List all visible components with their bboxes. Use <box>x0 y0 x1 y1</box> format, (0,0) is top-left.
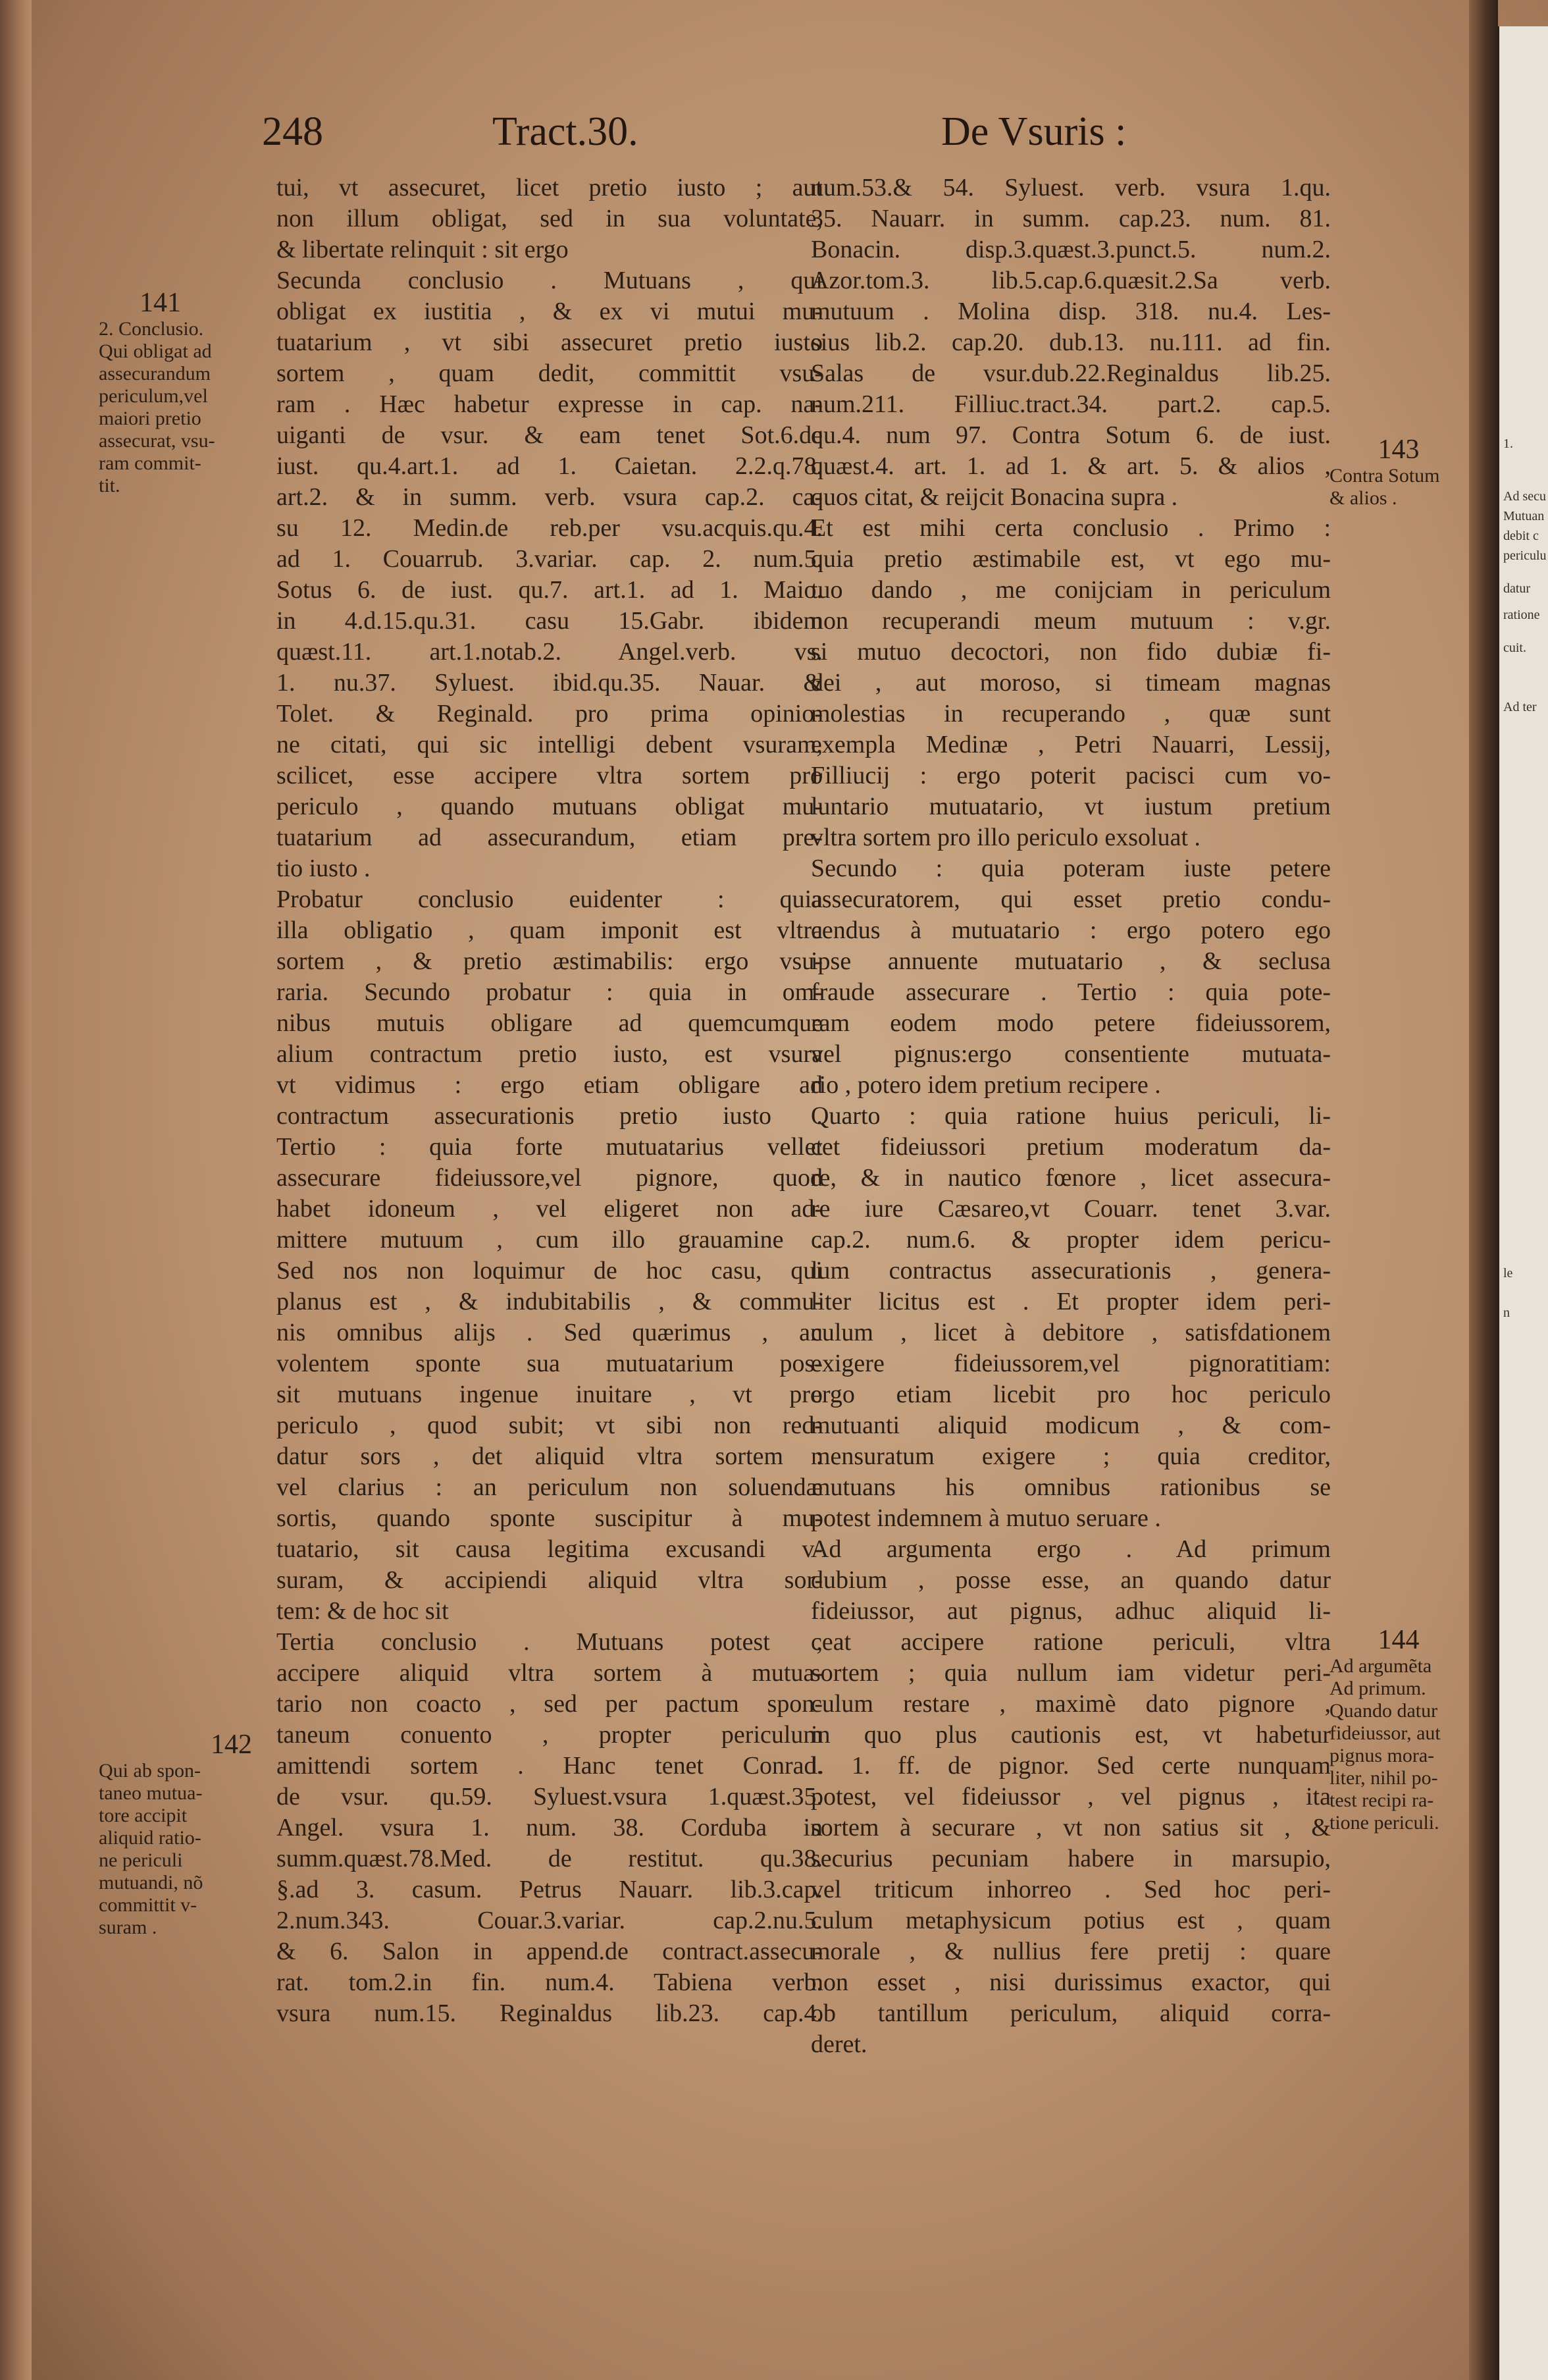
margin-note-141 <box>99 288 270 497</box>
margin-note-143 <box>1329 435 1468 510</box>
text-line: & libertate relinquit : sit ergo <box>276 236 569 263</box>
text-line: non recuperandi meum mutuum : v.gr. <box>811 607 1331 635</box>
text-line: sortis, quando sponte suscipitur à mu- <box>276 1504 823 1532</box>
text-line: rio , potero idem pretium recipere . <box>811 1071 1161 1099</box>
text-line: Bonacin. disp.3.quæst.3.punct.5. num.2. <box>811 236 1331 263</box>
text-line: su 12. Medin.de reb.per vsu.acquis.qu.4. <box>276 514 823 542</box>
text-line: nibus mutuis obligare ad quemcumque <box>276 1009 823 1037</box>
text-line: vsura num.15. Reginaldus lib.23. cap.4. <box>276 1999 823 2027</box>
text-line: securius pecuniam habere in marsupio, <box>811 1845 1331 1872</box>
text-line: dubium , posse esse, an quando datur <box>811 1566 1331 1594</box>
facing-page-fragment: n <box>1503 1306 1510 1320</box>
text-line: deret. <box>811 2030 867 2058</box>
text-line: volentem sponte sua mutuatarium pos- <box>276 1350 823 1377</box>
text-line: datur sors , det aliquid vltra sortem : <box>276 1442 823 1470</box>
text-line: Tertio : quia forte mutuatarius vellet <box>276 1133 823 1161</box>
margin-note-number: 141 <box>140 288 181 318</box>
margin-note-142 <box>99 1730 270 1939</box>
page-edge-left <box>0 0 32 2380</box>
text-line: 1. nu.37. Syluest. ibid.qu.35. Nauar. & <box>276 669 823 697</box>
text-line: mutuum . Molina disp. 318. nu.4. Les- <box>811 298 1331 325</box>
text-line: cet fideiussori pretium moderatum da- <box>811 1133 1331 1161</box>
facing-page-fragment: cuit. <box>1503 641 1526 655</box>
text-line: qu.4. num 97. Contra Sotum 6. de iust. <box>811 421 1331 449</box>
text-line: dei , aut moroso, si timeam magnas <box>811 669 1331 697</box>
margin-note-number: 143 <box>1378 435 1420 465</box>
text-line: in 4.d.15.qu.31. casu 15.Gabr. ibidem <box>276 607 823 635</box>
margin-note-number: 144 <box>1378 1625 1420 1655</box>
text-line: quia pretio æstimabile est, vt ego mu- <box>811 545 1331 573</box>
text-line: quos citat, & reijcit Bonacina supra . <box>811 483 1178 511</box>
text-line: Angel. vsura 1. num. 38. Corduba in <box>276 1814 823 1841</box>
text-line: quæst.4. art. 1. ad 1. & art. 5. & alios , <box>811 452 1331 480</box>
text-line: tui, vt assecuret, licet pretio iusto ; aut <box>276 174 823 201</box>
text-line: sius lib.2. cap.20. dub.13. nu.111. ad fin. <box>811 329 1331 356</box>
margin-note-line: ram commit- <box>99 452 201 474</box>
text-line: & 6. Salon in append.de contract.assecu- <box>276 1938 823 1965</box>
text-line: ob tantillum periculum, aliquid corra- <box>811 1999 1331 2027</box>
facing-page-edge <box>1498 26 1548 2380</box>
text-line: re iure Cæsareo,vt Couarr. tenet 3.var. <box>811 1195 1331 1223</box>
text-line: vt vidimus : ergo etiam obligare ad <box>276 1071 823 1099</box>
text-line: de vsur. qu.59. Syluest.vsura 1.quæst.35. <box>276 1783 823 1811</box>
margin-note-line: 2. Conclusio. <box>99 318 204 340</box>
margin-note-line: Contra Sotum <box>1329 465 1440 487</box>
text-line: sortem à securare , vt non satius sit , & <box>811 1814 1331 1841</box>
text-line: tem: & de hoc sit <box>276 1597 449 1625</box>
text-line: taneum conuento , propter periculum <box>276 1721 823 1749</box>
text-line: molestias in recuperando , quæ sunt <box>811 700 1331 727</box>
margin-note-line: committit v- <box>99 1894 197 1916</box>
text-column-right <box>811 172 1331 2060</box>
text-line: Sotus 6. de iust. qu.7. art.1. ad 1. Maio. <box>276 576 823 604</box>
text-line: vel triticum inhorreo . Sed hoc peri- <box>811 1876 1331 1903</box>
text-line: luntario mutuatario, vt iustum pretium <box>811 793 1331 820</box>
text-line: vel pignus:ergo consentiente mutuata- <box>811 1040 1331 1068</box>
text-line: Et est mihi certa conclusio . Primo : <box>811 514 1331 542</box>
text-line: ne citati, qui sic intelligi debent vsuram, <box>276 731 823 758</box>
text-line: non esset , nisi durissimus exactor, qui <box>811 1969 1331 1996</box>
text-line: sortem , quam dedit, committit vsu- <box>276 359 823 387</box>
text-column-left <box>276 172 823 2029</box>
text-line: morale , & nullius fere pretij : quare <box>811 1938 1331 1965</box>
text-line: tuatarium , vt sibi assecuret pretio iusto <box>276 329 823 356</box>
margin-note-line: assecurat, vsu- <box>99 430 215 452</box>
text-line: cap.2. num.6. & propter idem pericu- <box>811 1226 1331 1254</box>
text-line: illa obligatio , quam imponit est vltra <box>276 916 823 944</box>
text-line: ipse annuente mutuatario , & seclusa <box>811 947 1331 975</box>
text-line: ram eodem modo petere fideiussorem, <box>811 1009 1331 1037</box>
margin-note-144 <box>1329 1625 1468 1834</box>
text-line: mittere mutuum , cum illo grauamine . <box>276 1226 823 1254</box>
margin-note-line: tione periculi. <box>1329 1812 1439 1834</box>
margin-note-line: tit. <box>99 475 120 496</box>
text-line: sit mutuans ingenue inuitare , vt pro <box>276 1381 823 1408</box>
text-line: ceat accipere ratione periculi, vltra <box>811 1628 1331 1656</box>
text-line: in quo plus cautionis est, vt habetur <box>811 1721 1331 1749</box>
margin-note-line: Ad argumẽta <box>1329 1655 1432 1677</box>
facing-page-fragment: Mutuan <box>1503 509 1545 523</box>
text-line: mensuratum exigere ; quia creditor, <box>811 1442 1331 1470</box>
text-line: culum , licet à debitore , satisfdationem <box>811 1319 1331 1346</box>
margin-note-line: tore accipit <box>99 1805 188 1826</box>
text-line: l. 1. ff. de pignor. Sed certe nunquam <box>811 1752 1331 1780</box>
text-line: suram, & accipiendi aliquid vltra sor- <box>276 1566 823 1594</box>
text-line: amittendi sortem . Hanc tenet Conrad. <box>276 1752 823 1780</box>
facing-page-fragment: le <box>1503 1266 1513 1281</box>
text-line: exempla Medinæ , Petri Nauarri, Lessij, <box>811 731 1331 758</box>
margin-note-line: mutuandi, nõ <box>99 1872 203 1893</box>
text-line: tuatarium ad assecurandum, etiam pre- <box>276 824 823 851</box>
text-line: rat. tom.2.in fin. num.4. Tabiena verb. <box>276 1969 823 1996</box>
text-line: liter licitus est . Et propter idem peri- <box>811 1288 1331 1315</box>
text-line: periculo , quando mutuans obligat mu- <box>276 793 823 820</box>
margin-note-line: pignus mora- <box>1329 1745 1435 1766</box>
text-line: Filliucij : ergo poterit pacisci cum vo- <box>811 762 1331 789</box>
text-line: Ad argumenta ergo . Ad primum <box>811 1535 1331 1563</box>
text-line: vltra sortem pro illo periculo exsoluat . <box>811 824 1201 851</box>
text-line: iust. qu.4.art.1. ad 1. Caietan. 2.2.q.78. <box>276 452 823 480</box>
text-line: assecurare fideiussore,vel pignore, quod <box>276 1164 823 1192</box>
facing-page-fragment: 1. <box>1503 436 1513 451</box>
margin-note-line: taneo mutua- <box>99 1782 203 1804</box>
margin-note-line: test recipi ra- <box>1329 1789 1434 1811</box>
text-line: mutuans his omnibus rationibus se <box>811 1473 1331 1501</box>
facing-page-fragment: debit c <box>1503 529 1539 543</box>
margin-note-line: Quando datur <box>1329 1700 1438 1722</box>
text-line: obligat ex iustitia , & ex vi mutui mu- <box>276 298 823 325</box>
margin-note-line: periculum,vel <box>99 385 208 407</box>
text-line: culum restare , maximè dato pignore , <box>811 1690 1331 1718</box>
book-gutter <box>1469 0 1498 2380</box>
text-line: ram . Hæc habetur expresse in cap. na- <box>276 390 823 418</box>
facing-page-fragment: periculu <box>1503 548 1547 563</box>
text-line: ad 1. Couarrub. 3.variar. cap. 2. num.5. <box>276 545 823 573</box>
text-line: 35. Nauarr. in summ. cap.23. num. 81. <box>811 205 1331 232</box>
facing-page-fragment: Ad secu <box>1503 489 1546 504</box>
text-line: lum contractus assecurationis , genera- <box>811 1257 1331 1284</box>
text-line: periculo , quod subit; vt sibi non red- <box>276 1412 823 1439</box>
text-line: quæst.11. art.1.notab.2. Angel.verb. vs. <box>276 638 823 666</box>
text-line: Secundo : quia poteram iuste petere <box>811 855 1331 882</box>
text-line: exigere fideiussorem,vel pignoratitiam: <box>811 1350 1331 1377</box>
text-line: alium contractum pretio iusto, est vsura <box>276 1040 823 1068</box>
text-line: Azor.tom.3. lib.5.cap.6.quæsit.2.Sa verb. <box>811 267 1331 294</box>
margin-note-line: & alios . <box>1329 487 1397 509</box>
text-line: num.211. Filliuc.tract.34. part.2. cap.5. <box>811 390 1331 418</box>
text-line: Tertia conclusio . Mutuans potest , <box>276 1628 823 1656</box>
facing-page-fragment: Ad ter <box>1503 700 1537 714</box>
facing-page-fragment: ratione <box>1503 608 1540 622</box>
text-line: scilicet, esse accipere vltra sortem pro <box>276 762 823 789</box>
text-line: tuo dando , me conijciam in periculum <box>811 576 1331 604</box>
text-line: nis omnibus alijs . Sed quærimus , an <box>276 1319 823 1346</box>
margin-note-line: ne periculi <box>99 1849 183 1871</box>
text-line: vel clarius : an periculum non soluendæ <box>276 1473 823 1501</box>
text-line: Secunda conclusio . Mutuans , qui <box>276 267 823 294</box>
margin-note-number: 142 <box>211 1730 252 1760</box>
text-line: potest indemnem à mutuo seruare . <box>811 1504 1161 1532</box>
margin-note-line: suram . <box>99 1917 157 1938</box>
margin-note-line: aliquid ratio- <box>99 1827 201 1849</box>
text-line: non illum obligat, sed in sua voluntate, <box>276 205 823 232</box>
text-line: re, & in nautico fœnore , licet assecura- <box>811 1164 1331 1192</box>
text-line: sortem ; quia nullum iam videtur peri- <box>811 1659 1331 1687</box>
text-line: 2.num.343. Couar.3.variar. cap.2.nu.5. <box>276 1907 823 1934</box>
text-line: art.2. & in summ. verb. vsura cap.2. ca- <box>276 483 823 511</box>
running-head-title: De Vsuris : <box>941 109 1127 154</box>
text-line: habet idoneum , vel eligeret non ad- <box>276 1195 823 1223</box>
text-line: summ.quæst.78.Med. de restitut. qu.38. <box>276 1845 823 1872</box>
text-line: Salas de vsur.dub.22.Reginaldus lib.25. <box>811 359 1331 387</box>
margin-note-line: Ad primum. <box>1329 1678 1426 1699</box>
margin-note-line: Qui ab spon- <box>99 1760 201 1782</box>
text-line: ergo etiam licebit pro hoc periculo <box>811 1381 1331 1408</box>
margin-note-line: Qui obligat ad <box>99 340 212 362</box>
text-line: tio iusto . <box>276 855 371 882</box>
facing-page-fragment: datur <box>1503 581 1531 596</box>
text-line: mutuanti aliquid modicum , & com- <box>811 1412 1331 1439</box>
text-line: fraude assecurare . Tertio : quia pote- <box>811 978 1331 1006</box>
running-head-tract: Tract.30. <box>492 109 638 154</box>
text-line: Quarto : quia ratione huius periculi, li- <box>811 1102 1331 1130</box>
margin-note-line: liter, nihil po- <box>1329 1767 1438 1789</box>
text-line: si mutuo decoctori, non fido dubiæ fi- <box>811 638 1331 666</box>
text-line: potest, vel fideiussor , vel pignus , ita <box>811 1783 1331 1811</box>
text-line: contractum assecurationis pretio iusto . <box>276 1102 823 1130</box>
page-number: 248 <box>262 109 323 154</box>
text-line: fideiussor, aut pignus, adhuc aliquid li- <box>811 1597 1331 1625</box>
text-line: accipere aliquid vltra sortem à mutua- <box>276 1659 823 1687</box>
text-line: num.53.& 54. Syluest. verb. vsura 1.qu. <box>811 174 1331 201</box>
text-line: sortem , & pretio æstimabilis: ergo vsu- <box>276 947 823 975</box>
text-line: cendus à mutuatario : ergo potero ego <box>811 916 1331 944</box>
text-line: tario non coacto , sed per pactum spon- <box>276 1690 823 1718</box>
text-line: culum metaphysicum potius est , quam <box>811 1907 1331 1934</box>
margin-note-line: fideiussor, aut <box>1329 1722 1441 1744</box>
text-line: uiganti de vsur. & eam tenet Sot.6.de <box>276 421 823 449</box>
text-line: raria. Secundo probatur : quia in om- <box>276 978 823 1006</box>
text-line: tuatario, sit causa legitima excusandi v- <box>276 1535 823 1563</box>
text-line: Sed nos non loquimur de hoc casu, qui <box>276 1257 823 1284</box>
text-line: planus est , & indubitabilis , & commu- <box>276 1288 823 1315</box>
text-line: Tolet. & Reginald. pro prima opinio- <box>276 700 823 727</box>
text-line: Probatur conclusio euidenter : quia <box>276 886 823 913</box>
margin-note-line: assecurandum <box>99 363 211 384</box>
text-line: §.ad 3. casum. Petrus Nauarr. lib.3.cap. <box>276 1876 823 1903</box>
margin-note-line: maiori pretio <box>99 408 201 429</box>
text-line: assecuratorem, qui esset pretio condu- <box>811 886 1331 913</box>
